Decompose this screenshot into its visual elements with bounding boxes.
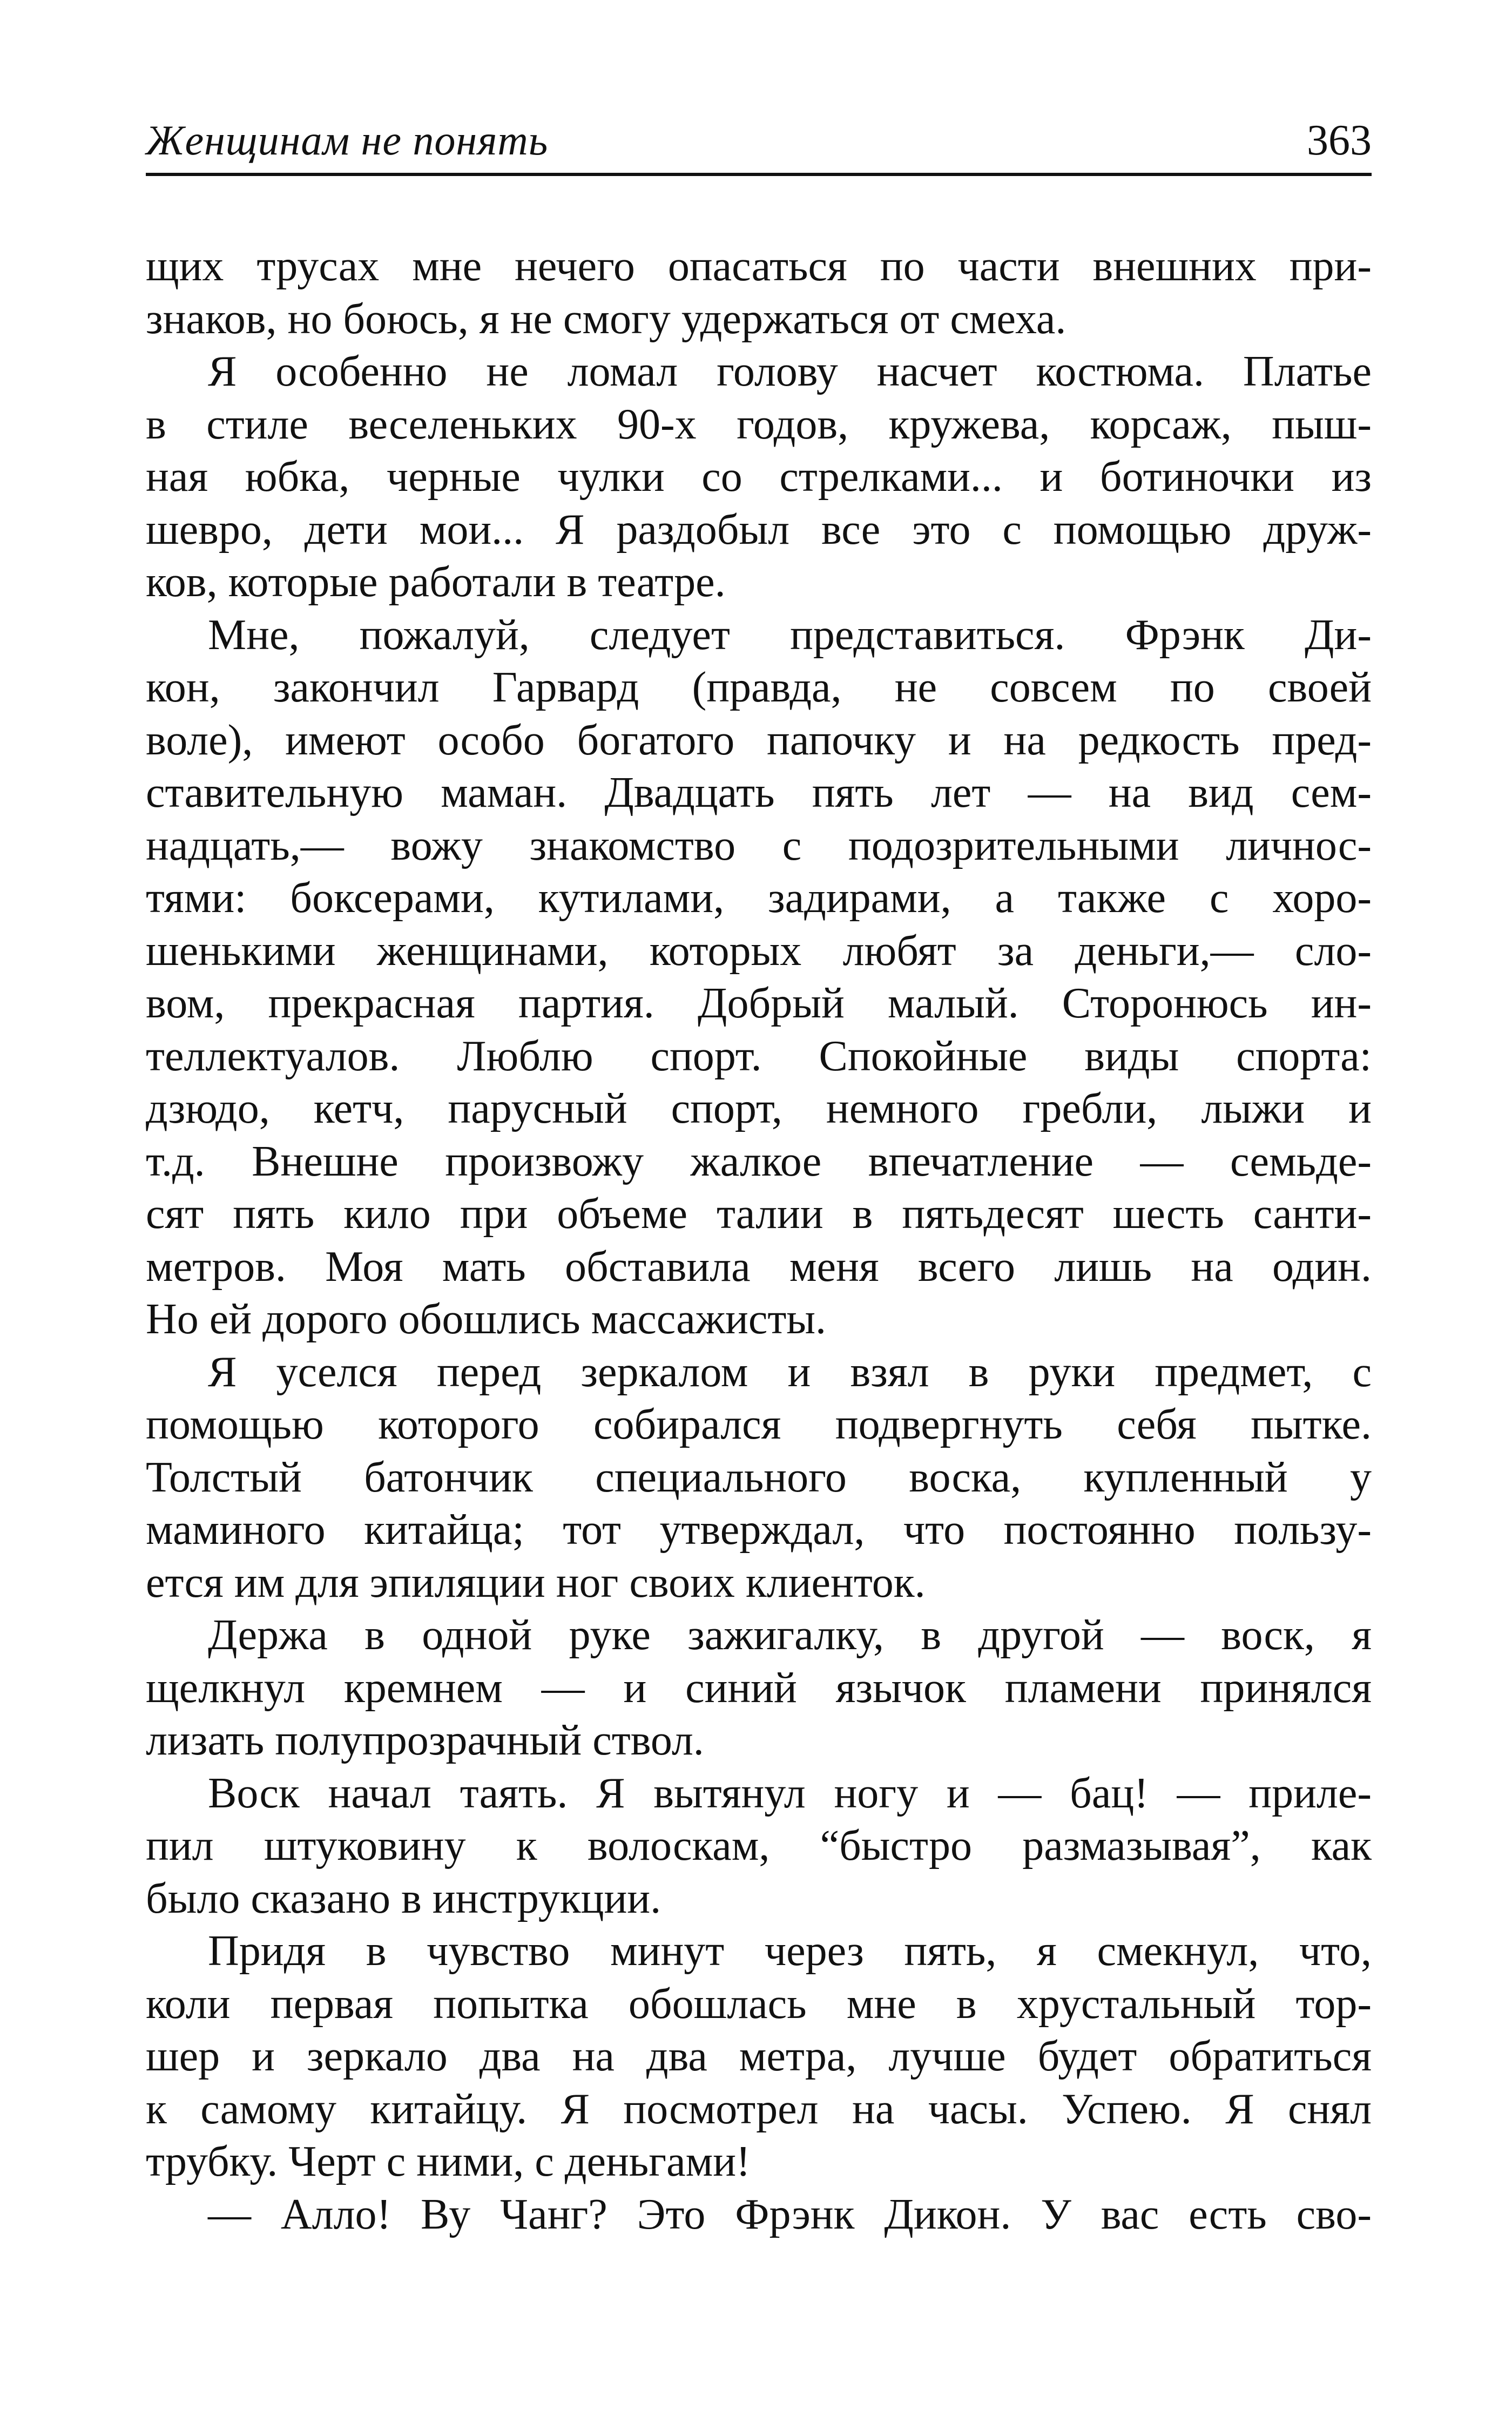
text-line: шенькими женщинами, которых любят за деньги,— сло- xyxy=(146,927,1372,975)
text-line: тями: боксерами, кутилами, задирами, а также с хоро- xyxy=(146,874,1372,922)
text-line: Придя в чувство минут через пять, я смекнул, что, xyxy=(208,1927,1372,1975)
text-line: — Алло! Ву Чанг? Это Фрэнк Дикон. У вас есть сво- xyxy=(208,2190,1372,2238)
text-line: ков, которые работали в театре. xyxy=(146,558,726,606)
text-line: пил штуковину к волоскам, “быстро размазывая”, как xyxy=(146,1822,1372,1869)
text-line: кон, закончил Гарвард (правда, не совсем по своей xyxy=(146,664,1372,711)
text-line: коли первая попытка обошлась мне в хрустальный тор- xyxy=(146,1980,1372,2028)
text-line: Толстый батончик специального воска, купленный у xyxy=(146,1453,1372,1501)
running-title: Женщинам не понять xyxy=(146,117,549,164)
text-line: т.д. Внешне произвожу жалкое впечатление — семьде- xyxy=(146,1137,1372,1185)
text-line: знаков, но боюсь, я не смогу удержаться от смеха. xyxy=(146,295,1066,343)
text-line: сят пять кило при объеме талии в пятьдесят шесть санти- xyxy=(146,1190,1372,1238)
text-line: шевро, дети мои... Я раздобыл все это с помощью друж- xyxy=(146,505,1372,554)
text-line: в стиле веселеньких 90-х годов, кружева, корсаж, пыш- xyxy=(146,400,1372,448)
text-line: Я уселся перед зеркалом и взял в руки предмет, с xyxy=(208,1348,1372,1396)
text-line: шер и зеркало два на два метра, лучше будет обратиться xyxy=(146,2033,1372,2080)
text-line: Я особенно не ломал голову насчет костюма. Платье xyxy=(208,348,1372,395)
text-line: щих трусах мне нечего опасаться по части внешних при- xyxy=(146,242,1372,290)
running-head xyxy=(146,111,1372,170)
text-line: Мне, пожалуй, следует представиться. Фрэнк Ди- xyxy=(208,611,1372,659)
text-line: ная юбка, черные чулки со стрелками... и ботиночки из xyxy=(146,453,1372,501)
text-line: помощью которого собирался подвергнуть себя пытке. xyxy=(146,1401,1372,1448)
text-line: Но ей дорого обошлись массажисты. xyxy=(146,1295,827,1343)
text-line: ставительную маман. Двадцать пять лет — на вид сем- xyxy=(146,769,1372,816)
text-line: маминого китайца; тот утверждал, что постоянно пользу- xyxy=(146,1506,1372,1554)
text-line: вом, прекрасная партия. Добрый малый. Сторонюсь ин- xyxy=(146,980,1372,1027)
text-line: надцать,— вожу знакомство с подозрительными личнос- xyxy=(146,821,1372,869)
page-number: 363 xyxy=(1307,117,1372,164)
header-rule xyxy=(146,173,1372,176)
text-line: теллектуалов. Люблю спорт. Спокойные виды спорта: xyxy=(146,1032,1372,1080)
text-line: лизать полупрозрачный ствол. xyxy=(146,1717,704,1764)
text-line: было сказано в инструкции. xyxy=(146,1874,662,1922)
text-line: трубку. Черт с ними, с деньгами! xyxy=(146,2138,751,2185)
body-text xyxy=(146,240,1372,2241)
text-line: воле), имеют особо богатого папочку и на редкость пред- xyxy=(146,716,1372,764)
text-line: ется им для эпиляции ног своих клиенток. xyxy=(146,1558,926,1606)
text-line: Воск начал таять. Я вытянул ногу и — бац! — приле- xyxy=(208,1769,1372,1817)
text-line: Держа в одной руке зажигалку, в другой — воск, я xyxy=(208,1611,1372,1659)
text-line: дзюдо, кетч, парусный спорт, немного гребли, лыжи и xyxy=(146,1085,1372,1132)
text-line: щелкнул кремнем — и синий язычок пламени принялся xyxy=(146,1664,1372,1712)
text-line: к самому китайцу. Я посмотрел на часы. Успею. Я снял xyxy=(146,2085,1372,2133)
text-line: метров. Моя мать обставила меня всего лишь на один. xyxy=(146,1243,1372,1291)
